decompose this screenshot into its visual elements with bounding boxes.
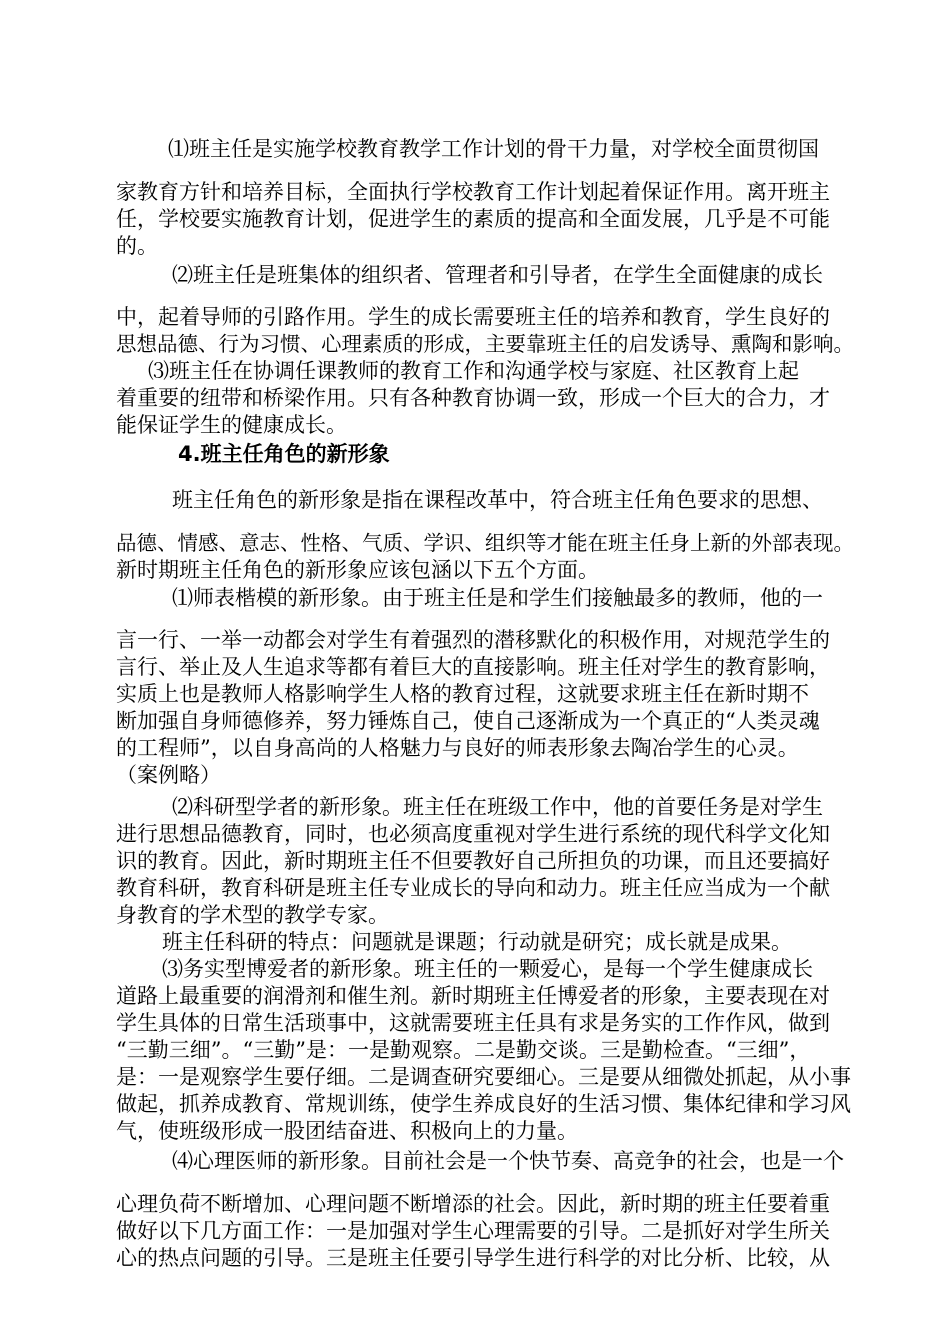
- para-8-line-4: “三勤三细”。“三勤”是：一是勤观察。二是勤交谈。三是勤检查。“三细”，: [116, 1038, 811, 1062]
- para-1-line-3: 任，学校要实施教育计划，促进学生的素质的提高和全面发展，几乎是不可能: [116, 207, 830, 231]
- para-6-line-2: 进行思想品德教育，同时，也必须高度重视对学生进行系统的现代科学文化知: [116, 822, 830, 846]
- para-5-line-2: 言一行、一举一动都会对学生有着强烈的潜移默化的积极作用，对规范学生的: [116, 628, 830, 652]
- para-7-line-1: 班主任科研的特点：问题就是课题；行动就是研究；成长就是成果。: [162, 930, 792, 954]
- para-2-line-3: 思想品德、行为习惯、心理素质的形成，主要靠班主任的启发诱导、熏陶和影响。: [116, 332, 854, 356]
- para-4-line-3: 新时期班主任角色的新形象应该包涵以下五个方面。: [116, 558, 599, 582]
- para-8-line-3: 学生具体的日常生活琐事中，这就需要班主任具有求是务实的工作作风，做到: [116, 1011, 830, 1035]
- para-6-line-3: 识的教育。因此，新时期班主任不但要教好自己所担负的功课，而且还要搞好: [116, 849, 830, 873]
- para-3-line-3: 能保证学生的健康成长。: [116, 413, 347, 437]
- para-6-line-1: ⑵科研型学者的新形象。班主任在班级工作中，他的首要任务是对学生: [172, 795, 823, 819]
- para-5-line-3: 言行、举止及人生追求等都有着巨大的直接影响。班主任对学生的教育影响，: [116, 655, 830, 679]
- para-1-line-4: 的。: [116, 234, 158, 258]
- para-5-line-4: 实质上也是教师人格影响学生人格的教育过程，这就要求班主任在新时期不: [116, 682, 809, 706]
- para-9-line-1: ⑷心理医师的新形象。目前社会是一个快节奏、高竞争的社会，也是一个: [172, 1149, 844, 1173]
- para-6-line-4: 教育科研，教育科研是班主任专业成长的导向和动力。班主任应当成为一个献: [116, 876, 830, 900]
- para-8-line-1: ⑶务实型博爱者的新形象。班主任的一颗爱心，是每一个学生健康成长: [162, 957, 813, 981]
- para-2-line-2: 中，起着导师的引路作用。学生的成长需要班主任的培养和教育，学生良好的: [116, 305, 830, 329]
- para-4-line-1: 班主任角色的新形象是指在课程改革中，符合班主任角色要求的思想、: [172, 488, 823, 512]
- para-8-line-5: 是：一是观察学生要仔细。二是调查研究要细心。三是要从细微处抓起，从小事: [116, 1065, 851, 1089]
- para-5-line-5: 断加强自身师德修养，努力锤炼自己，使自己逐渐成为一个真正的“人类灵魂: [116, 709, 820, 733]
- section-heading: 4.班主任角色的新形象: [178, 442, 390, 466]
- para-3-line-1: ⑶班主任在协调任课教师的教育工作和沟通学校与家庭、社区教育上起: [148, 359, 799, 383]
- para-9-line-2: 心理负荷不断增加、心理问题不断增添的社会。因此，新时期的班主任要着重: [116, 1192, 830, 1216]
- para-5-line-6: 的工程师”，以自身高尚的人格魅力与良好的师表形象去陶冶学生的心灵。: [116, 736, 799, 760]
- para-3-line-2: 着重要的纽带和桥梁作用。只有各种教育协调一致，形成一个巨大的合力，才: [116, 386, 830, 410]
- para-8-line-7: 气，使班级形成一股团结奋进、积极向上的力量。: [116, 1119, 578, 1143]
- para-5-line-7: （案例略）: [116, 763, 221, 787]
- para-2-line-1: ⑵班主任是班集体的组织者、管理者和引导者，在学生全面健康的成长: [172, 263, 823, 287]
- para-4-line-2: 品德、情感、意志、性格、气质、学识、组织等才能在班主任身上新的外部表现。: [116, 531, 854, 555]
- para-9-line-4: 心的热点问题的引导。三是班主任要引导学生进行科学的对比分析、比较，从: [116, 1246, 830, 1270]
- para-8-line-6: 做起，抓养成教育、常规训练，使学生养成良好的生活习惯、集体纪律和学习风: [116, 1092, 851, 1116]
- para-6-line-5: 身教育的学术型的教学专家。: [116, 903, 389, 927]
- para-5-line-1: ⑴师表楷模的新形象。由于班主任是和学生们接触最多的教师，他的一: [172, 586, 823, 610]
- para-8-line-2: 道路上最重要的润滑剂和催生剂。新时期班主任博爱者的形象，主要表现在对: [116, 984, 830, 1008]
- para-1-line-1: ⑴班主任是实施学校教育教学工作计划的骨干力量，对学校全面贯彻国: [168, 137, 819, 161]
- para-9-line-3: 做好以下几方面工作：一是加强对学生心理需要的引导。二是抓好对学生所关: [116, 1219, 830, 1243]
- para-1-line-2: 家教育方针和培养目标，全面执行学校教育工作计划起着保证作用。离开班主: [116, 180, 830, 204]
